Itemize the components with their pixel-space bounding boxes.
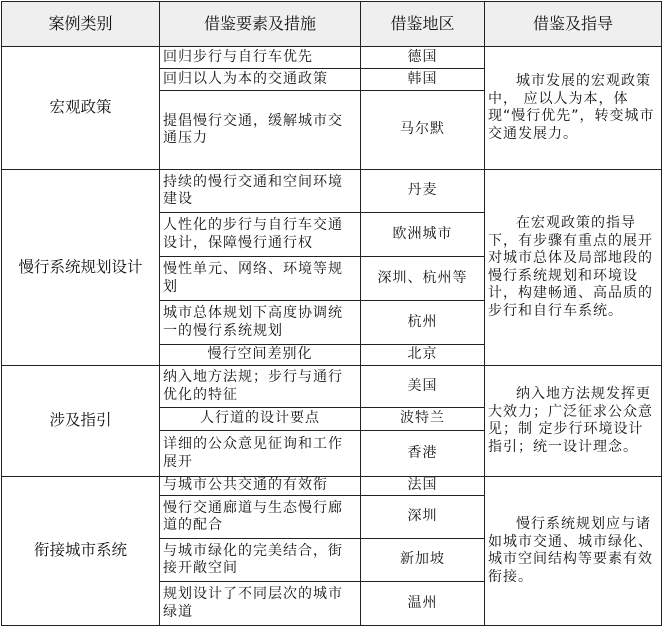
header-row: [2, 2, 662, 47]
region-cell: 深圳: [361, 496, 485, 539]
guidance-cell: 纳入地方法规发挥更大效力；广泛征求公众意见；制 定步行环境设计指引；统一设计理念。: [485, 366, 662, 477]
measure-cell: 人行道的设计要点: [160, 408, 361, 431]
region-cell: 深圳、杭州等: [361, 257, 485, 301]
measure-cell: 详细的公众意见征询和工作展开: [160, 431, 361, 477]
region-cell: 韩国: [361, 69, 485, 91]
category-cell: 涉及指引: [2, 366, 160, 477]
category-cell: 慢行系统规划设计: [2, 170, 160, 366]
region-cell: 德国: [361, 47, 485, 69]
category-cell: 衔接城市系统: [2, 477, 160, 626]
guidance-cell: 城市发展的宏观政策中， 应以人为本，体现“慢行优先”，转变城市交通发展力。: [485, 47, 662, 170]
measure-cell: 提倡慢行交通，缓解城市交通压力: [160, 91, 361, 170]
region-cell: 杭州: [361, 301, 485, 345]
measure-cell: 慢行空间差别化: [160, 345, 361, 366]
region-cell: 新加坡: [361, 539, 485, 582]
region-cell: 法国: [361, 477, 485, 496]
measure-cell: 规划设计了不同层次的城市绿道: [160, 582, 361, 626]
region-cell: 丹麦: [361, 170, 485, 213]
region-cell: 波特兰: [361, 408, 485, 431]
table-row: [2, 47, 662, 69]
reference-table: [1, 1, 662, 626]
category-cell: 宏观政策: [2, 47, 160, 170]
region-cell: 香港: [361, 431, 485, 477]
header-category: 案例类别: [2, 2, 160, 47]
header-region: 借鉴地区: [361, 2, 485, 47]
guidance-cell: 在宏观政策的指导下，有步骤有重点的展开对城市总体及局部地段的慢行系统规划和环境设计，构建畅通、高品质的步行和自行车系统。: [485, 170, 662, 366]
measure-cell: 慢性单元、网络、环境等规划: [160, 257, 361, 301]
measure-cell: 纳入地方法规；步行与通行优化的特征: [160, 366, 361, 408]
measure-cell: 持续的慢行交通和空间环境建设: [160, 170, 361, 213]
region-cell: 北京: [361, 345, 485, 366]
region-cell: 马尔默: [361, 91, 485, 170]
measure-cell: 慢行交通廊道与生态慢行廊道的配合: [160, 496, 361, 539]
region-cell: 美国: [361, 366, 485, 408]
measure-cell: 回归步行与自行车优先: [160, 47, 361, 69]
table-row: [2, 477, 662, 496]
measure-cell: 回归以人为本的交通政策: [160, 69, 361, 91]
region-cell: 温州: [361, 582, 485, 626]
table-row: [2, 366, 662, 408]
measure-cell: 与城市绿化的完美结合，街接开敞空间: [160, 539, 361, 582]
header-measures: 借鉴要素及措施: [160, 2, 361, 47]
guidance-cell: 慢行系统规划应与诸如城市交通、城市绿化、城市空间结构等要素有效衔接。: [485, 477, 662, 626]
table-row: [2, 170, 662, 213]
measure-cell: 人性化的步行与自行车交通设计，保障慢行通行权: [160, 213, 361, 257]
region-cell: 欧洲城市: [361, 213, 485, 257]
measure-cell: 与城市公共交通的有效衔: [160, 477, 361, 496]
header-guidance: 借鉴及指导: [485, 2, 662, 47]
measure-cell: 城市总体规划下高度协调统一的慢行系统规划: [160, 301, 361, 345]
